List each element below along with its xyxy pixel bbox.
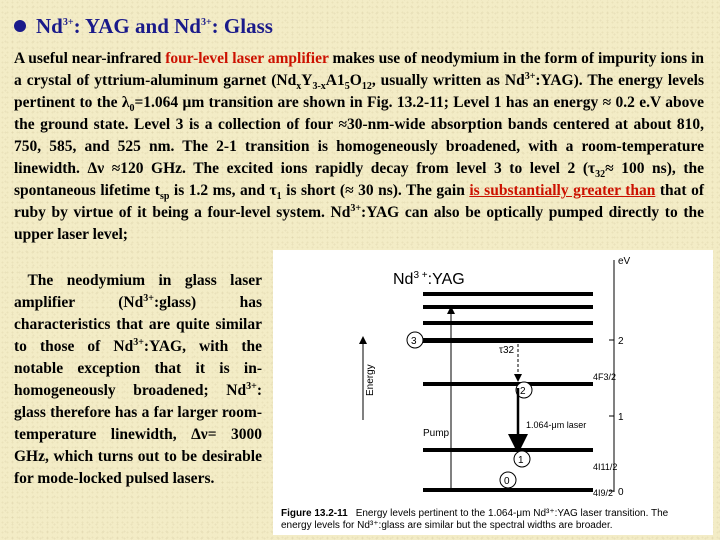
energy-level-figure xyxy=(273,250,713,535)
axis-unit: eV xyxy=(618,256,631,267)
highlight-four-level: four-level laser amplifier xyxy=(165,50,329,67)
title-nd: Nd xyxy=(36,14,63,38)
level-2-label: 2 xyxy=(520,386,526,397)
title-charge: 3+ xyxy=(62,17,74,28)
energy-label: Energy xyxy=(365,364,376,396)
tick-label-0: 0 xyxy=(618,487,624,498)
highlight-gain: is substantially greater than xyxy=(469,182,656,199)
level-0-label: 0 xyxy=(504,476,510,487)
pump-label: Pump xyxy=(423,428,450,439)
slide-title xyxy=(14,14,273,39)
title-yag: : YAG and Nd xyxy=(73,14,201,38)
level-1-line xyxy=(423,448,593,452)
tau32-label: τ32 xyxy=(499,345,515,356)
title-glass: : Glass xyxy=(211,14,273,38)
laser-label: 1.064-μm laser xyxy=(526,420,587,430)
figure-caption-line1: Figure 13.2-11 Energy levels pertinent to the 1.064-μm Nd³⁺:YAG laser transition. The xyxy=(281,508,669,519)
title-charge-2: 3+ xyxy=(200,17,212,28)
tick-label-2: 2 xyxy=(618,336,624,347)
i112-label: 4I11/2 xyxy=(593,462,618,472)
bullet-icon xyxy=(14,20,26,32)
paragraph-ndglass: The neodymium in glass laser amplifier $(Nd^{3+}:glass)$ has characteristics that are quite similar to those of $Nd^{3+}:YAG$, with the notable exception that it is in-homogeneously broadened; $Nd^{3+}$: glass therefore has a far larger room-temperature linewidth, Δν= 3000 GHz, which turns out to be desirable for mode-locked pulsed lasers. xyxy=(14,272,263,487)
level-3-label: 3 xyxy=(411,336,417,347)
level-2-line xyxy=(423,382,593,386)
i92-label: 4I9/2 xyxy=(593,488,614,498)
figure-caption-line2: energy levels for Nd³⁺:glass are similar but the spectral widths are broader. xyxy=(281,520,613,531)
level-3-bands xyxy=(423,292,593,343)
f32-label: 4F3/2 xyxy=(593,372,617,382)
tick-label-1: 1 xyxy=(618,412,624,423)
level-0-line xyxy=(423,488,593,492)
paragraph-ndyag: A useful near-infrared four-level laser amplifier makes use of neodymium in the form of impurity ions in a crystal of yttrium-aluminum garnet ($Nd_xY_{3-x}A1_5O_{12}$, usually written as $Nd^{3+}:YAG$). The energy levels pertinent to the $\lambda_0=1.064$ μm transition are shown in Fig. 13.2-11; Level 1 has an energy ≈ 0.2 e.V above the ground state. Level 3 is a collection of four ≈30-nm-wide absorption bands centered at about 810, 750, 585, and 525 nm. The 2-1 transition is homogeneously broadened, with a room-temperature linewidth. Δν ≈120 GHz. The excited ions rapidly decay from level 3 to level 2 ($\tau_{32}\approx 100$ ns), the spontaneous lifetime $t_{sp}$ is 1.2 ms, and $\tau_1$ is short (≈ 30 ns). The gain is substantially greater than that of ruby by virtue of it being a four-level system. $Nd^{3+}:YAG$ can also be optically pumped directly to the upper laser level; xyxy=(14,50,705,243)
level-1-label: 1 xyxy=(518,455,524,466)
figure-label: $Nd^{3 +}:YAG$ xyxy=(393,270,465,288)
